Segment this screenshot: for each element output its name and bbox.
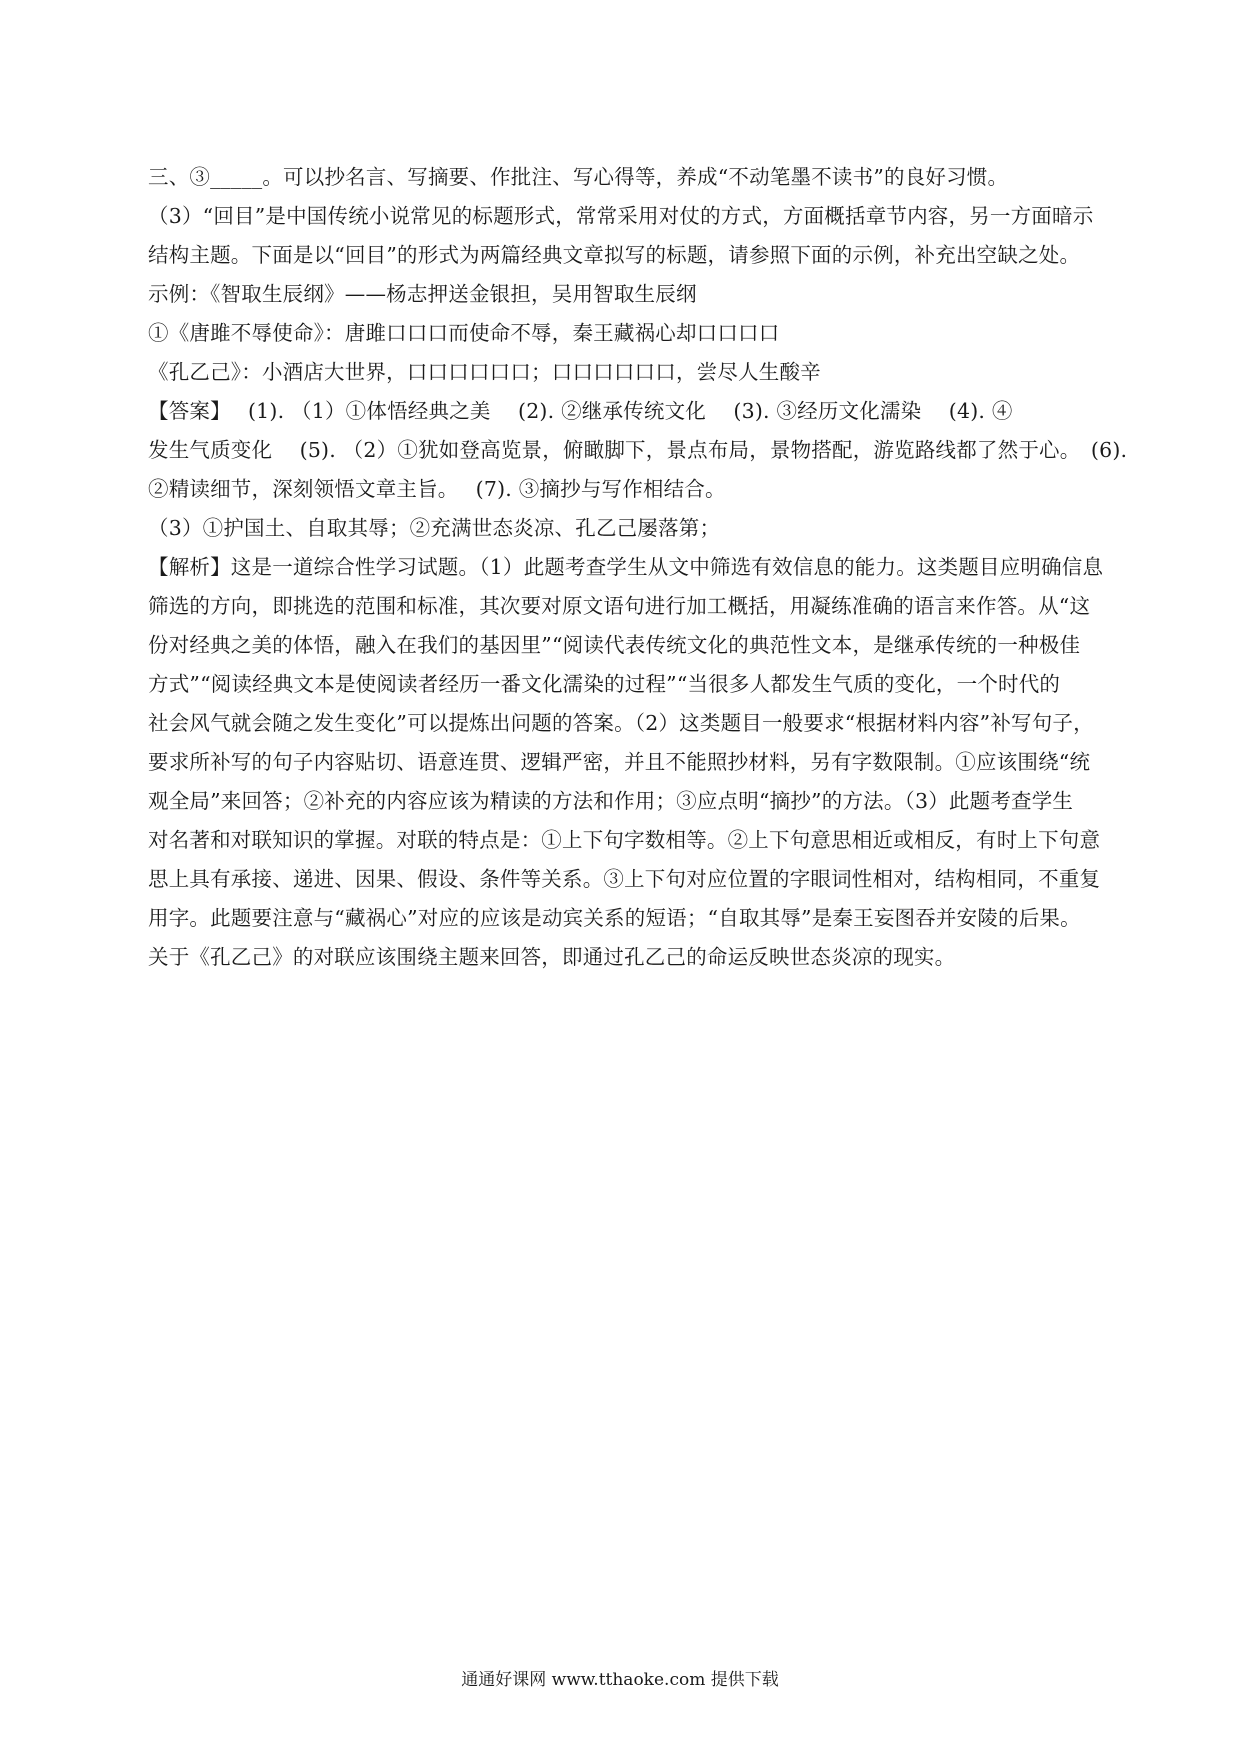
analysis-line: 【解析】这是一道综合性学习试题。（1）此题考查学生从文中筛选有效信息的能力。这类题目应明确信息 [148,555,1104,579]
text-line: 示例：《智取生辰纲》——杨志押送金银担，吴用智取生辰纲 [148,282,697,306]
answer-line: 发生气质变化 (5). （2）①犹如登高览景，俯瞰脚下，景点布局，景物搭配，游览路线都了然于心。 (6). [148,438,1128,462]
document-body [148,158,1130,977]
answer-line: ②精读细节，深刻领悟文章主旨。 (7). ③摘抄与写作相结合。 [148,477,726,501]
analysis-line: 份对经典之美的体悟，融入在我们的基因里”“阅读代表传统文化的典范性文本，是继承传统的一种极佳 [148,633,1081,657]
analysis-line: 要求所补写的句子内容贴切、语意连贯、逻辑严密，并且不能照抄材料，另有字数限制。①应该围绕“统 [148,750,1091,774]
text-line: 《孔乙己》：小酒店大世界，口口口口口口；口口口口口口，尝尽人生酸辛 [148,360,821,384]
text-line: 结构主题。下面是以“回目”的形式为两篇经典文章拟写的标题，请参照下面的示例，补充出空缺之处。 [148,243,1081,267]
analysis-line: 关于《孔乙己》的对联应该围绕主题来回答，即通过孔乙己的命运反映世态炎凉的现实。 [148,945,956,969]
answer-line: 【答案】 (1). （1）①体悟经典之美 (2). ②继承传统文化 (3). ③经历文化濡染 (4). ④ [148,399,1013,423]
text-line: 三、③_____。可以抄名言、写摘要、作批注、写心得等，养成“不动笔墨不读书”的良好习惯。 [148,165,1009,189]
analysis-line: 方式”“阅读经典文本是使阅读者经历一番文化濡染的过程”“当很多人都发生气质的变化，一个时代的 [148,672,1061,696]
analysis-line: 对名著和对联知识的掌握。对联的特点是：①上下句字数相等。②上下句意思相近或相反，有时上下句意 [148,828,1101,852]
analysis-line: 用字。此题要注意与“藏祸心”对应的应该是动宾关系的短语；“自取其辱”是秦王妄图吞并安陵的后果。 [148,906,1081,930]
analysis-line: 社会风气就会随之发生变化”可以提炼出问题的答案。（2）这类题目一般要求“根据材料内容”补写句子， [148,711,1094,735]
page-footer: 通通好课网 www.tthaoke.com 提供下载 [461,1670,779,1690]
answer-line: （3）①护国土、自取其辱；②充满世态炎凉、孔乙己屡落第； [148,516,721,540]
analysis-line: 筛选的方向，即挑选的范围和标准，其次要对原文语句进行加工概括，用凝练准确的语言来作答。从“这 [148,594,1091,618]
analysis-line: 观全局”来回答；②补充的内容应该为精读的方法和作用；③应点明“摘抄”的方法。（3）此题考查学生 [148,789,1074,813]
analysis-line: 思上具有承接、递进、因果、假设、条件等关系。③上下句对应位置的字眼词性相对，结构相同，不重复 [148,867,1101,891]
text-line: ①《唐雎不辱使命》：唐雎口口口而使命不辱，秦王藏祸心却口口口口 [148,321,780,345]
text-line: （3）“回目”是中国传统小说常见的标题形式，常常采用对仗的方式，方面概括章节内容，另一方面暗示 [148,204,1094,228]
